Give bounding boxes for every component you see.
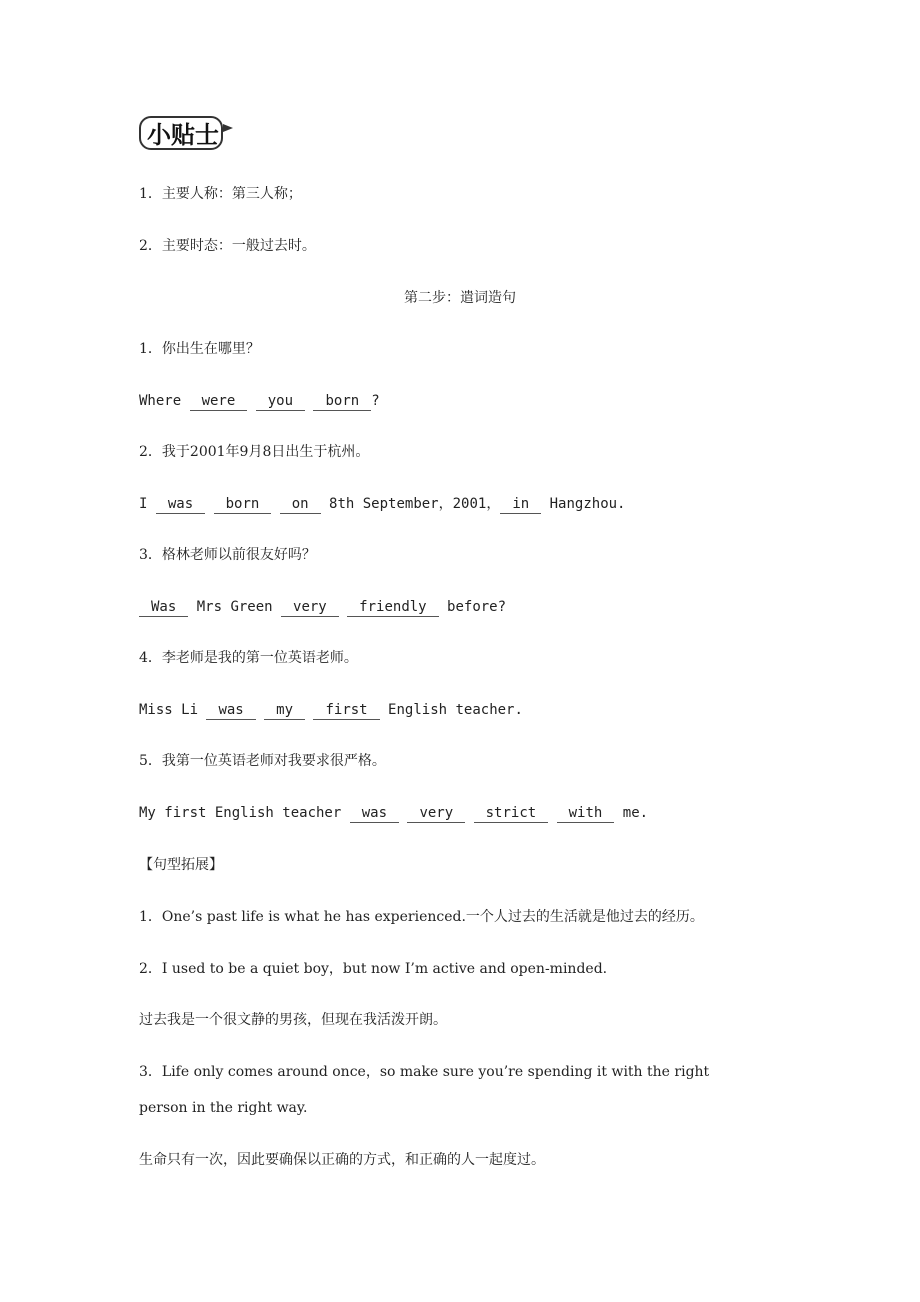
tip-badge: 小贴士 [139,116,223,150]
step-heading: 第二步：遣词造句 [404,290,516,306]
answer-text: Mrs Green [188,599,282,615]
answer-blank: were [190,393,248,411]
answer-text [305,702,313,718]
expansion-line: person in the right way. [139,1100,308,1116]
expansion-line: 生命只有一次，因此要确保以正确的方式，和正确的人一起度过。 [139,1152,545,1168]
answer-blank: was [206,702,255,720]
answer-text: me. [614,805,649,821]
exercise-answer [139,700,523,720]
exercise-question: 2．我于2001年9月8日出生于杭州。 [139,444,370,460]
answer-blank: was [350,805,399,823]
answer-text [205,496,213,512]
answer-text: 8th September，2001， [320,496,501,512]
answer-blank: very [407,805,465,823]
answer-text [271,496,279,512]
expansion-line: 3．Life only comes around once，so make sure you’re spending it with the right [139,1064,710,1080]
answer-text [305,393,313,409]
expansion-heading: 【句型拓展】 [139,857,223,873]
answer-text [399,805,407,821]
exercise-question: 1．你出生在哪里？ [139,341,260,357]
tip-item: 1．主要人称：第三人称； [139,186,302,202]
exercise-question: 4．李老师是我的第一位英语老师。 [139,650,358,666]
answer-text: Hangzhou. [541,496,626,512]
answer-text [256,702,264,718]
answer-blank: my [264,702,305,720]
answer-blank: in [500,496,541,514]
answer-text [465,805,473,821]
answer-blank: was [156,496,205,514]
answer-text [247,393,255,409]
tip-item: 2．主要时态：一般过去时。 [139,238,316,254]
exercise-answer [139,803,648,823]
answer-text [339,599,347,615]
expansion-line: 2．I used to be a quiet boy，but now I’m active and open-minded. [139,961,608,977]
answer-text: before? [438,599,507,615]
answer-text: English teacher. [379,702,523,718]
answer-blank: born [214,496,272,514]
answer-text: ? [371,393,380,409]
answer-text: Miss Li [139,702,207,718]
exercise-answer [139,494,625,514]
answer-blank: you [256,393,305,411]
answer-blank: with [557,805,615,823]
exercise-question: 3．格林老师以前很友好吗？ [139,547,316,563]
answer-text: I [139,496,156,512]
answer-blank: friendly [347,599,438,617]
expansion-line: 过去我是一个很文静的男孩，但现在我活泼开朗。 [139,1012,447,1028]
exercise-question: 5．我第一位英语老师对我要求很严格。 [139,753,386,769]
exercise-answer [139,391,380,411]
exercise-answer [139,597,506,617]
answer-blank: on [280,496,321,514]
answer-blank: born [313,393,371,411]
expansion-line: 1．One’s past life is what he has experienced.一个人过去的生活就是他过去的经历。 [139,909,704,925]
answer-blank: very [281,599,339,617]
answer-blank: first [313,702,379,720]
answer-blank: strict [474,805,549,823]
answer-text: Where [139,393,190,409]
answer-blank: Was [139,599,188,617]
answer-text: My first English teacher [139,805,350,821]
answer-text [548,805,556,821]
